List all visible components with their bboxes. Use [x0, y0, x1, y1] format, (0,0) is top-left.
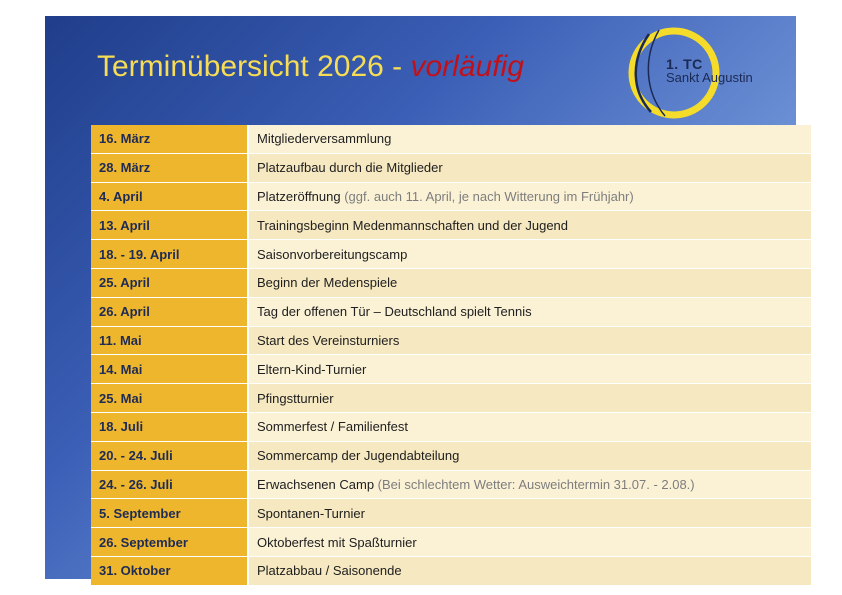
event-cell: [248, 268, 811, 297]
event-cell: [248, 355, 811, 384]
event-name: Sommerfest / Familienfest: [257, 419, 408, 435]
table-row: [91, 125, 811, 153]
event-cell: [248, 384, 811, 413]
event-cell: [248, 556, 811, 585]
table-row: [91, 355, 811, 384]
event-name: Pfingstturnier: [257, 390, 334, 406]
event-date: 14. Mai: [91, 355, 248, 384]
event-cell: [248, 153, 811, 182]
event-name: Platzabbau / Saisonende: [257, 563, 402, 579]
table-row: [91, 499, 811, 528]
event-name: Beginn der Medenspiele: [257, 275, 398, 291]
club-logo: [619, 20, 769, 120]
event-date: 11. Mai: [91, 326, 248, 355]
event-name: Mitgliederversammlung: [257, 131, 392, 147]
event-name: Sommercamp der Jugendabteilung: [257, 448, 460, 464]
table-row: [91, 153, 811, 182]
event-date: 5. September: [91, 499, 248, 528]
event-cell: [248, 240, 811, 269]
event-name: Oktoberfest mit Spaßturnier: [257, 534, 417, 550]
event-cell: [248, 412, 811, 441]
table-row: [91, 182, 811, 211]
event-date: 18. Juli: [91, 412, 248, 441]
page-title: [97, 50, 524, 84]
logo-club-number: 1. TC: [666, 56, 703, 72]
table-row: [91, 412, 811, 441]
event-date: 25. April: [91, 268, 248, 297]
table-row: [91, 470, 811, 499]
event-name: Trainingsbeginn Medenmannschaften und der Jugend: [257, 217, 569, 233]
event-name: Platzeröffnung: [257, 188, 345, 204]
event-date: 18. - 19. April: [91, 240, 248, 269]
table-row: [91, 240, 811, 269]
table-row: [91, 384, 811, 413]
event-name: Platzaufbau durch die Mitglieder: [257, 160, 443, 176]
event-date: 28. März: [91, 153, 248, 182]
table-row: [91, 211, 811, 240]
event-name: Eltern-Kind-Turnier: [257, 361, 367, 377]
event-name: Saisonvorbereitungscamp: [257, 246, 408, 262]
table-row: [91, 441, 811, 470]
event-cell: [248, 182, 811, 211]
logo-club-name: Sankt Augustin: [666, 70, 753, 85]
event-date: 4. April: [91, 182, 248, 211]
event-date: 13. April: [91, 211, 248, 240]
event-date: 16. März: [91, 125, 248, 153]
event-cell: [248, 441, 811, 470]
table-row: [91, 528, 811, 557]
event-cell: [248, 499, 811, 528]
event-name: Tag der offenen Tür – Deutschland spielt Tennis: [257, 304, 532, 320]
event-cell: [248, 528, 811, 557]
schedule-body: [91, 125, 811, 585]
event-cell: [248, 470, 811, 499]
slide: [45, 16, 796, 579]
event-cell: [248, 211, 811, 240]
title-main: Terminübersicht 2026 -: [97, 50, 411, 83]
table-row: [91, 326, 811, 355]
event-note: (Bei schlechtem Wetter: Ausweichtermin 31.07. - 2.08.): [377, 476, 695, 492]
event-note: (ggf. auch 11. April, je nach Witterung im Frühjahr): [344, 188, 634, 204]
event-name: Start des Vereinsturniers: [257, 332, 400, 348]
event-date: 31. Oktober: [91, 556, 248, 585]
table-row: [91, 268, 811, 297]
event-date: 24. - 26. Juli: [91, 470, 248, 499]
event-name: Erwachsenen Camp: [257, 476, 378, 492]
event-date: 26. April: [91, 297, 248, 326]
event-cell: [248, 297, 811, 326]
event-date: 26. September: [91, 528, 248, 557]
event-date: 20. - 24. Juli: [91, 441, 248, 470]
table-row: [91, 556, 811, 585]
event-name: Spontanen-Turnier: [257, 505, 365, 521]
table-row: [91, 297, 811, 326]
event-cell: [248, 125, 811, 153]
event-cell: [248, 326, 811, 355]
title-subtitle: vorläufig: [410, 50, 524, 83]
event-date: 25. Mai: [91, 384, 248, 413]
schedule-table: [91, 125, 811, 586]
